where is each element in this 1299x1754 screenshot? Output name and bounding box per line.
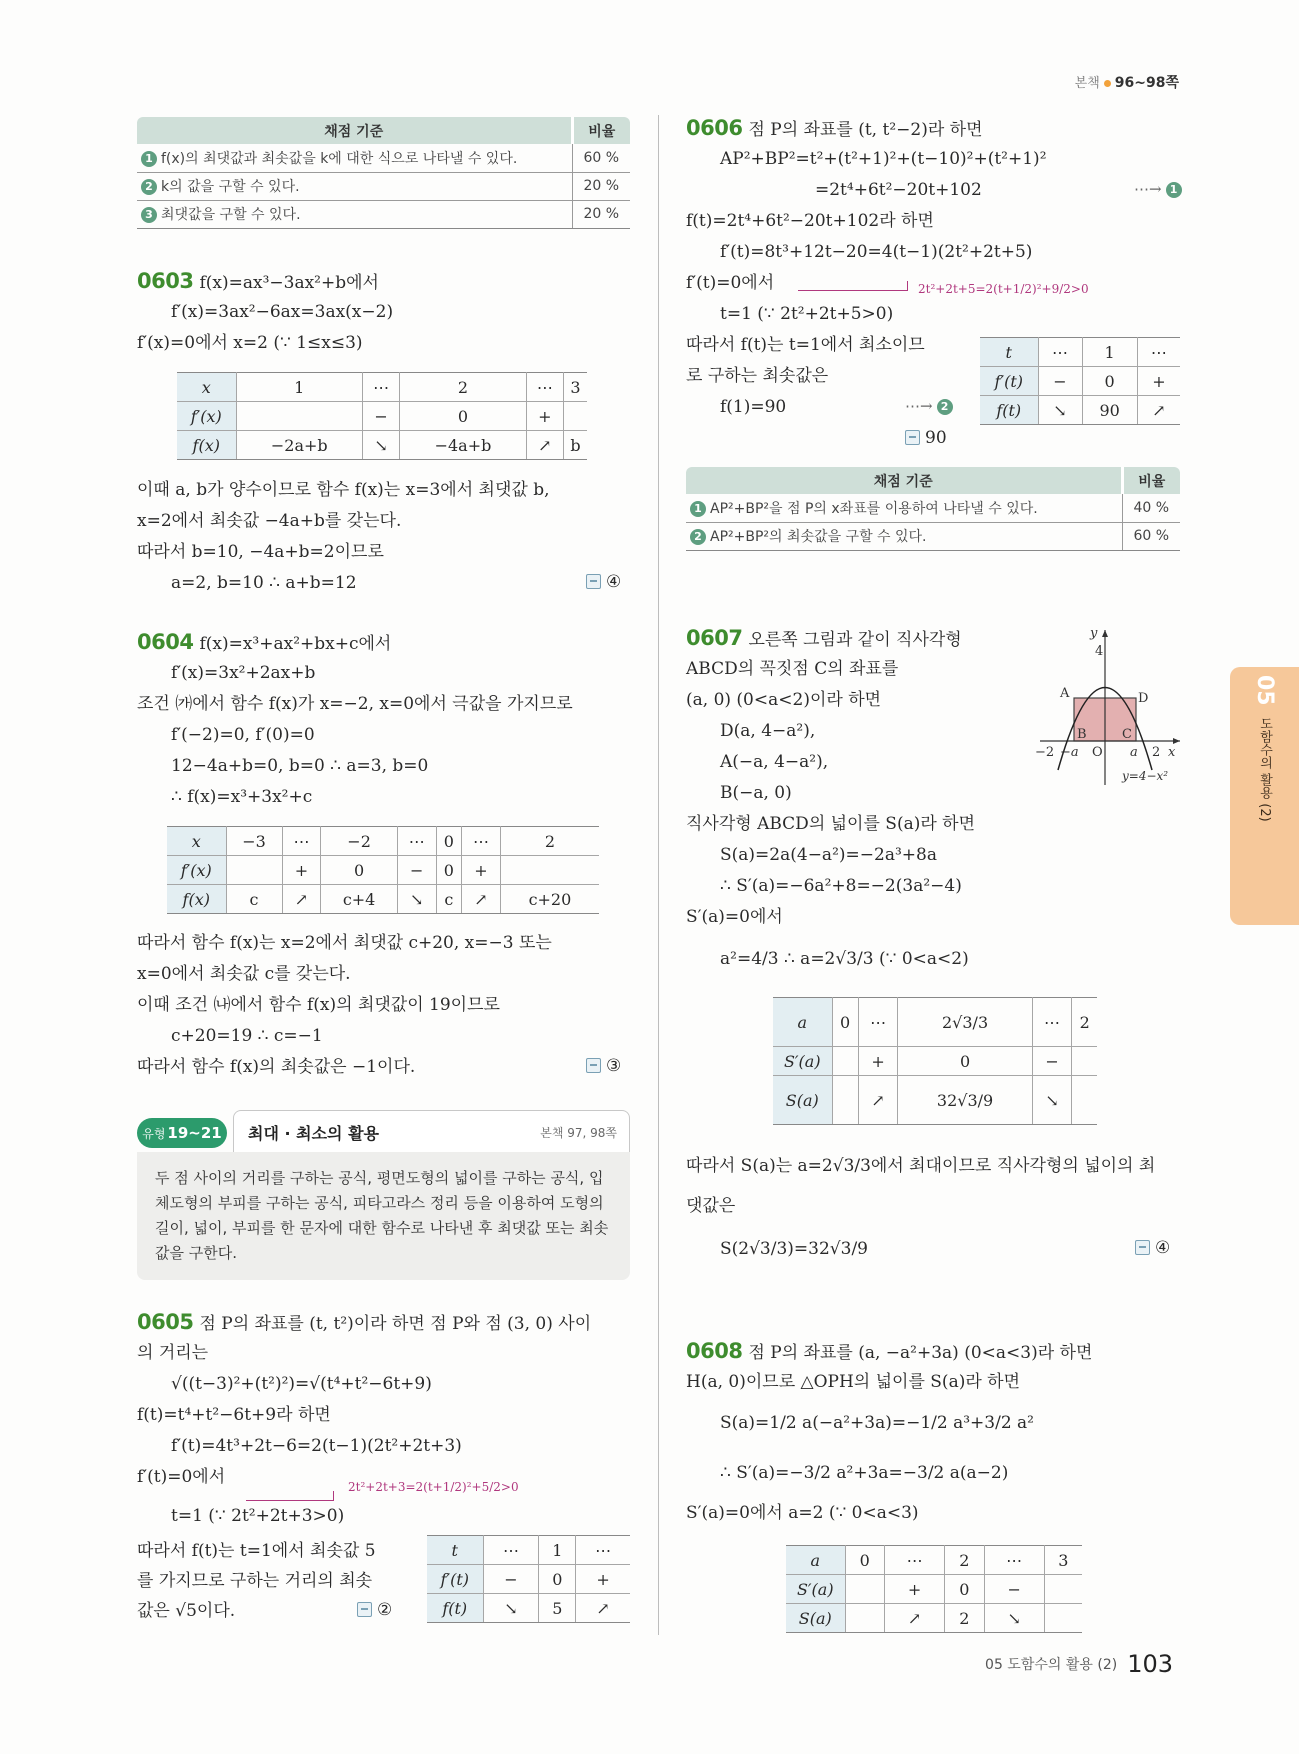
- math-line: =2t⁴+6t²−20t+102: [815, 180, 982, 200]
- answer-icon: [1135, 1240, 1150, 1255]
- parabola-figure: [1030, 625, 1185, 790]
- annotation-note: 2t²+2t+3=2(t+1/2)²+5/2>0: [348, 1480, 519, 1494]
- variation-table-0608: a 0 ⋯ 2 ⋯ 3 S′(a) + 0 − S(a) ↗ 2 ↘: [786, 1545, 1082, 1633]
- svg-text:O: O: [1092, 745, 1103, 760]
- math-line: f′(t)=8t³+12t−20=4(t−1)(2t²+2t+5): [720, 242, 1033, 262]
- chapter-side-tab[interactable]: [1230, 667, 1299, 925]
- ratio-value: 60 %: [572, 144, 630, 172]
- criteria-text: f(x)의 최댓값과 최솟값을 k에 대한 식으로 나타낼 수 있다.: [161, 150, 518, 167]
- math-line: f(t)=2t⁴+6t²−20t+102라 하면: [686, 211, 934, 231]
- step-marker-2: ⋯→ 2: [905, 397, 957, 415]
- math-line: f′(x)=0에서 x=2 (∵ 1≤x≤3): [137, 333, 363, 353]
- problem-0604-line-1: [137, 631, 391, 655]
- chapter-title: 도함수의 활용 (2): [1257, 717, 1272, 822]
- page-footer: [985, 1650, 1173, 1678]
- problem-number: 0608: [686, 1339, 743, 1363]
- step-marker-icon: 1: [690, 501, 706, 517]
- answer-0607: [1135, 1238, 1170, 1258]
- table-row: [686, 522, 1180, 550]
- step-marker-1: ⋯→ 1: [1134, 180, 1186, 198]
- chapter-number: 05: [1252, 675, 1277, 706]
- math-line: A(−a, 4−a²),: [720, 752, 829, 772]
- scoring-table-1: [137, 117, 630, 229]
- banner-ref: 본책 97, 98쪽: [540, 1126, 617, 1140]
- answer-0606: [905, 428, 947, 448]
- text-line: 값은 √5이다.: [137, 1601, 236, 1621]
- answer-icon: [586, 1058, 601, 1073]
- problem-0607-line-1: [686, 627, 962, 651]
- answer-value: 90: [925, 428, 947, 448]
- svg-text:C: C: [1122, 727, 1132, 742]
- table-row: [137, 172, 630, 200]
- math-line: √((t−3)²+(t²)²)=√(t⁴+t²−6t+9): [171, 1374, 432, 1394]
- text-line: c+20=19 ∴ c=−1: [171, 1026, 323, 1046]
- criteria-text: AP²+BP²의 최솟값을 구할 수 있다.: [710, 529, 927, 545]
- math-line: ∴ f(x)=x³+3x²+c: [171, 787, 313, 807]
- math-line: S′(a)=0에서: [686, 907, 783, 927]
- math-line: AP²+BP²=t²+(t²+1)²+(t−10)²+(t²+1)²: [720, 149, 1047, 169]
- score-header-ratio: 비율: [572, 117, 630, 144]
- text-line: 따라서 f(t)는 t=1에서 최소이므: [686, 335, 925, 355]
- math-line: f′(x)=3ax²−6ax=3ax(x−2): [171, 302, 394, 322]
- svg-text:y: y: [1090, 626, 1098, 641]
- math-line: S(2√3/3)=32√3/9: [720, 1239, 868, 1259]
- text-line: 직사각형 ABCD의 넓이를 S(a)라 하면: [686, 814, 976, 834]
- math-line: f′(−2)=0, f′(0)=0: [171, 725, 315, 745]
- banner-header: [233, 1110, 630, 1152]
- math-line: f(1)=90: [720, 397, 787, 417]
- svg-text:2: 2: [1152, 745, 1161, 760]
- text-line: 의 거리는: [137, 1343, 209, 1363]
- text-line: 로 구하는 최솟값은: [686, 366, 829, 386]
- step-marker-icon: 1: [1166, 182, 1182, 198]
- text-line: 이때 조건 ㈏에서 함수 f(x)의 최댓값이 19이므로: [137, 995, 500, 1015]
- footer-chapter: 05 도함수의 활용 (2): [985, 1657, 1118, 1673]
- math-line: 12−4a+b=0, b=0 ∴ a=3, b=0: [171, 756, 429, 776]
- math-line: t=1 (∵ 2t²+2t+5>0): [720, 304, 894, 324]
- math-line: S′(a)=0에서 a=2 (∵ 0<a<3): [686, 1503, 919, 1523]
- text-line: 따라서 함수 f(x)의 최솟값은 −1이다.: [137, 1057, 416, 1077]
- text-line: a=2, b=10 ∴ a+b=12: [171, 573, 357, 593]
- answer-icon: [357, 1602, 372, 1617]
- text-line: 조건 ㈎에서 함수 f(x)가 x=−2, x=0에서 극값을 가지므로: [137, 694, 573, 714]
- step-marker-icon: 1: [141, 151, 157, 167]
- text-line: 댓값은: [686, 1196, 736, 1216]
- problem-number: 0605: [137, 1310, 194, 1334]
- text-line: H(a, 0)이므로 △OPH의 넓이를 S(a)라 하면: [686, 1372, 1021, 1392]
- dot-icon: [1104, 80, 1111, 87]
- text-line: x=0에서 최솟값 c를 갖는다.: [137, 964, 351, 984]
- ratio-value: 40 %: [1122, 494, 1180, 522]
- problem-0606-line-1: [686, 117, 983, 141]
- math-line: B(−a, 0): [720, 783, 792, 803]
- answer-value: ②: [377, 1600, 393, 1620]
- text-line: ABCD의 꼭짓점 C의 좌표를: [686, 659, 899, 679]
- annotation-bracket: [246, 1500, 334, 1501]
- variation-table-0604: x −3 ⋯ −2 ⋯ 0 ⋯ 2 f′(x) + 0 − 0 + f(x) c ↗ c+4 ↘ c ↗ c+20: [167, 826, 599, 914]
- text-line: x=2에서 최솟값 −4a+b를 갖는다.: [137, 511, 402, 531]
- answer-icon: [586, 574, 601, 589]
- text-line: 따라서 b=10, −4a+b=2이므로: [137, 542, 384, 562]
- page-number: 103: [1127, 1650, 1173, 1678]
- step-marker-icon: 3: [141, 207, 157, 223]
- problem-number: 0606: [686, 116, 743, 140]
- math-line: 점 P의 좌표를 (t, t²−2)라 하면: [748, 120, 983, 140]
- text-line: 를 가지므로 구하는 거리의 최솟: [137, 1571, 373, 1591]
- math-line: f(x)=ax³−3ax²+b에서: [199, 273, 379, 293]
- math-line: f(t)=t⁴+t²−6t+9라 하면: [137, 1405, 331, 1425]
- banner-body: 두 점 사이의 거리를 구하는 공식, 평면도형의 넓이를 구하는 공식, 입체도형의 부피를 구하는 공식, 피타고라스 정리 등을 이용하여 도형의 길이, 넓이, 부피를 한 문자에 대한 함수로 나타낸 후 최댓값 또는 최솟값을 구한다.: [137, 1152, 630, 1280]
- variation-table-0607: a 0 ⋯ 2√3/3 ⋯ 2 S′(a) + 0 − S(a) ↗ 32√3/9 ↘: [773, 997, 1097, 1125]
- table-row: [686, 494, 1180, 522]
- text-line: 따라서 f(t)는 t=1에서 최솟값 5: [137, 1541, 376, 1561]
- table-row: [137, 144, 630, 172]
- math-line: t=1 (∵ 2t²+2t+3>0): [171, 1506, 345, 1526]
- score-header-ratio: 비율: [1122, 467, 1180, 494]
- ratio-value: 20 %: [572, 172, 630, 200]
- svg-text:4: 4: [1095, 644, 1104, 659]
- text-line: 따라서 S(a)는 a=2√3/3에서 최대이므로 직사각형의 넓이의 최: [686, 1156, 1156, 1176]
- answer-value: ④: [1155, 1238, 1171, 1258]
- math-line: f′(t)=0에서: [137, 1467, 226, 1487]
- annotation-bracket: [798, 290, 908, 291]
- math-line: S(a)=1/2 a(−a²+3a)=−1/2 a³+3/2 a²: [720, 1413, 1035, 1433]
- svg-text:−a: −a: [1060, 745, 1079, 760]
- variation-table-0603: x 1 ⋯ 2 ⋯ 3 f′(x) − 0 + f(x) −2a+b ↘ −4a+b ↗ b: [177, 372, 587, 460]
- criteria-text: 최댓값을 구할 수 있다.: [161, 207, 301, 223]
- annotation-note: 2t²+2t+5=2(t+1/2)²+9/2>0: [918, 282, 1089, 296]
- math-line: D(a, 4−a²),: [720, 721, 816, 741]
- math-line: a²=4/3 ∴ a=2√3/3 (∵ 0<a<2): [720, 949, 969, 969]
- math-line: ∴ S′(a)=−6a²+8=−2(3a²−4): [720, 876, 962, 896]
- svg-text:D: D: [1138, 691, 1149, 706]
- criteria-text: AP²+BP²을 점 P의 x좌표를 이용하여 나타낼 수 있다.: [710, 500, 1038, 517]
- ratio-value: 20 %: [572, 200, 630, 228]
- ref-label: 본책: [1074, 76, 1100, 91]
- badge-prefix: 유형: [142, 1127, 166, 1141]
- banner-title: 최대 · 최소의 활용: [248, 1124, 379, 1143]
- svg-text:−2: −2: [1035, 745, 1055, 760]
- problem-0603-line-1: [137, 270, 379, 294]
- answer-icon: [905, 430, 920, 445]
- math-line: S(a)=2a(4−a²)=−2a³+8a: [720, 845, 937, 865]
- answer-0605: [357, 1600, 392, 1620]
- math-line: f′(t)=0에서: [686, 273, 775, 293]
- text-line: 따라서 함수 f(x)는 x=2에서 최댓값 c+20, x=−3 또는: [137, 933, 552, 953]
- ref-pages: 96~98쪽: [1114, 75, 1179, 91]
- problem-0605-line-1: [137, 1311, 591, 1335]
- step-marker-icon: 2: [937, 399, 953, 415]
- criteria-text: k의 값을 구할 수 있다.: [161, 179, 300, 195]
- variation-table-0605: t ⋯ 1 ⋯ f′(t) − 0 + f(t) ↘ 5 ↗: [427, 1535, 630, 1623]
- answer-value: ④: [606, 572, 622, 592]
- score-header-criteria: 채점 기준: [686, 467, 1122, 494]
- answer-value: ③: [606, 1056, 622, 1076]
- column-divider: [658, 115, 659, 1635]
- math-line: f′(t)=4t³+2t−6=2(t−1)(2t²+2t+3): [171, 1436, 462, 1456]
- problem-number: 0604: [137, 630, 194, 654]
- variation-table-0606: t ⋯ 1 ⋯ f′(t) − 0 + f(t) ↘ 90 ↗: [980, 337, 1180, 425]
- step-marker-icon: 2: [141, 179, 157, 195]
- math-line: ∴ S′(a)=−3/2 a²+3a=−3/2 a(a−2): [720, 1463, 1009, 1483]
- math-line: 점 P의 좌표를 (a, −a²+3a) (0<a<3)라 하면: [748, 1343, 1093, 1363]
- math-line: (a, 0) (0<a<2)이라 하면: [686, 690, 882, 710]
- answer-0603: [586, 572, 621, 592]
- text-line: 오른쪽 그림과 같이 직사각형: [748, 630, 962, 650]
- step-marker-icon: 2: [690, 529, 706, 545]
- problem-number: 0603: [137, 269, 194, 293]
- problem-number: 0607: [686, 626, 743, 650]
- problem-0608-line-1: [686, 1340, 1092, 1364]
- svg-text:x: x: [1168, 745, 1176, 760]
- svg-text:y=4−x²: y=4−x²: [1122, 769, 1169, 783]
- type-badge: [137, 1118, 227, 1148]
- table-row: [137, 200, 630, 228]
- scoring-table-2: [686, 467, 1180, 551]
- page-reference: [1075, 72, 1179, 92]
- math-line: f(x)=x³+ax²+bx+c에서: [199, 634, 392, 654]
- math-line: f′(x)=3x²+2ax+b: [171, 663, 316, 683]
- badge-range: 19~21: [167, 1124, 222, 1142]
- svg-text:A: A: [1060, 686, 1070, 701]
- answer-0604: [586, 1056, 621, 1076]
- text-line: 이때 a, b가 양수이므로 함수 f(x)는 x=3에서 최댓값 b,: [137, 480, 550, 500]
- svg-text:B: B: [1077, 727, 1087, 742]
- math-line: 점 P의 좌표를 (t, t²)이라 하면 점 P와 점 (3, 0) 사이: [199, 1314, 592, 1334]
- ratio-value: 60 %: [1122, 522, 1180, 550]
- svg-text:a: a: [1130, 745, 1138, 760]
- score-header-criteria: 채점 기준: [137, 117, 572, 144]
